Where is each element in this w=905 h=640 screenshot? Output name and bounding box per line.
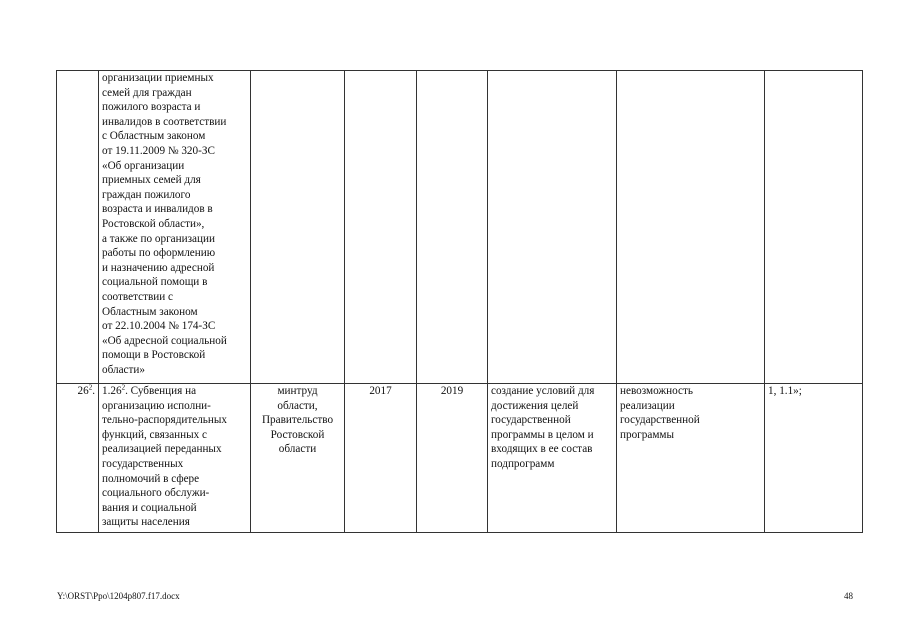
cell-indicators bbox=[765, 71, 863, 384]
text-line: подпрограмм bbox=[491, 457, 555, 470]
cell-consequences bbox=[617, 384, 765, 533]
text-line: минтруд bbox=[277, 385, 318, 397]
text-line: достижения целей bbox=[491, 399, 579, 412]
text-line: области, bbox=[277, 399, 318, 412]
cell-expected-result bbox=[488, 384, 617, 533]
text-line: инвалидов в соответствии bbox=[102, 115, 227, 128]
cell-executor bbox=[251, 71, 345, 384]
text-line: граждан пожилого bbox=[102, 188, 191, 201]
text-line: работы по оформлению bbox=[102, 247, 216, 260]
text-line: «Об организации bbox=[102, 159, 185, 172]
text-line: организацию исполни- bbox=[102, 399, 211, 412]
table-row bbox=[57, 384, 863, 533]
program-table bbox=[56, 70, 863, 533]
text-line: пожилого возраста и bbox=[102, 101, 201, 114]
cell-number: $26^2$. bbox=[57, 384, 99, 533]
cell-executor bbox=[251, 384, 345, 533]
text-line: приемных семей для bbox=[102, 174, 201, 187]
text-line: государственных bbox=[102, 457, 184, 470]
text-line: Областным законом bbox=[102, 305, 198, 318]
text-line: области bbox=[278, 443, 317, 456]
text-line: государственной bbox=[620, 414, 700, 427]
text-line: входящих в ее состав bbox=[491, 443, 593, 456]
text-line: Ростовской области», bbox=[102, 217, 205, 230]
text-line: социальной помощи в bbox=[102, 276, 208, 289]
text-line: возраста и инвалидов в bbox=[102, 203, 213, 216]
text-line: организации приемных bbox=[102, 72, 214, 84]
text-line: от 19.11.2009 № 320-ЗС bbox=[102, 144, 215, 157]
text-line: защиты населения bbox=[102, 516, 190, 529]
text-line: функций, связанных с bbox=[102, 428, 208, 441]
text-line: а также по организации bbox=[102, 232, 215, 245]
text-line: программы в целом и bbox=[491, 428, 594, 441]
text-line: тельно-распорядительных bbox=[102, 414, 228, 427]
text-line: с Областным законом bbox=[102, 130, 206, 143]
table-row bbox=[57, 71, 863, 384]
cell-number bbox=[57, 71, 99, 384]
text-line: от 22.10.2004 № 174-ЗС bbox=[102, 320, 216, 333]
cell-start-year: 2017 bbox=[345, 384, 417, 533]
text-line: семей для граждан bbox=[102, 86, 192, 99]
text-line: вания и социальной bbox=[102, 501, 197, 514]
text-line: реализации bbox=[620, 399, 675, 412]
text-line: государственной bbox=[491, 414, 571, 427]
text-line: программы bbox=[620, 428, 674, 441]
text-line: 1.26$^2$. Субвенция на bbox=[102, 383, 197, 397]
text-line: полномочий в сфере bbox=[102, 472, 200, 485]
text-line: помощи в Ростовской bbox=[102, 349, 206, 362]
text-line: «Об адресной социальной bbox=[102, 334, 227, 347]
text-line: создание условий для bbox=[491, 385, 595, 397]
cell-end-year bbox=[417, 71, 488, 384]
text-line: Ростовской bbox=[270, 428, 325, 441]
cell-expected-result bbox=[488, 71, 617, 384]
text-line: Правительство bbox=[261, 414, 334, 427]
cell-measure-name bbox=[99, 71, 251, 384]
text-line: невозможность bbox=[620, 385, 693, 397]
text-line: и назначению адресной bbox=[102, 261, 215, 274]
cell-indicators: 1, 1.1»; bbox=[765, 384, 863, 533]
text-line: соответствии с bbox=[102, 290, 173, 303]
text-line: реализацией переданных bbox=[102, 443, 222, 456]
page-number: 48 bbox=[844, 591, 853, 601]
cell-measure-name bbox=[99, 384, 251, 533]
text-line: социального обслужи- bbox=[102, 487, 210, 500]
cell-consequences bbox=[617, 71, 765, 384]
cell-end-year: 2019 bbox=[417, 384, 488, 533]
file-path-footer: Y:\ORST\Ppo\1204p807.f17.docx bbox=[57, 591, 180, 601]
cell-start-year bbox=[345, 71, 417, 384]
text-line: области» bbox=[102, 363, 145, 376]
